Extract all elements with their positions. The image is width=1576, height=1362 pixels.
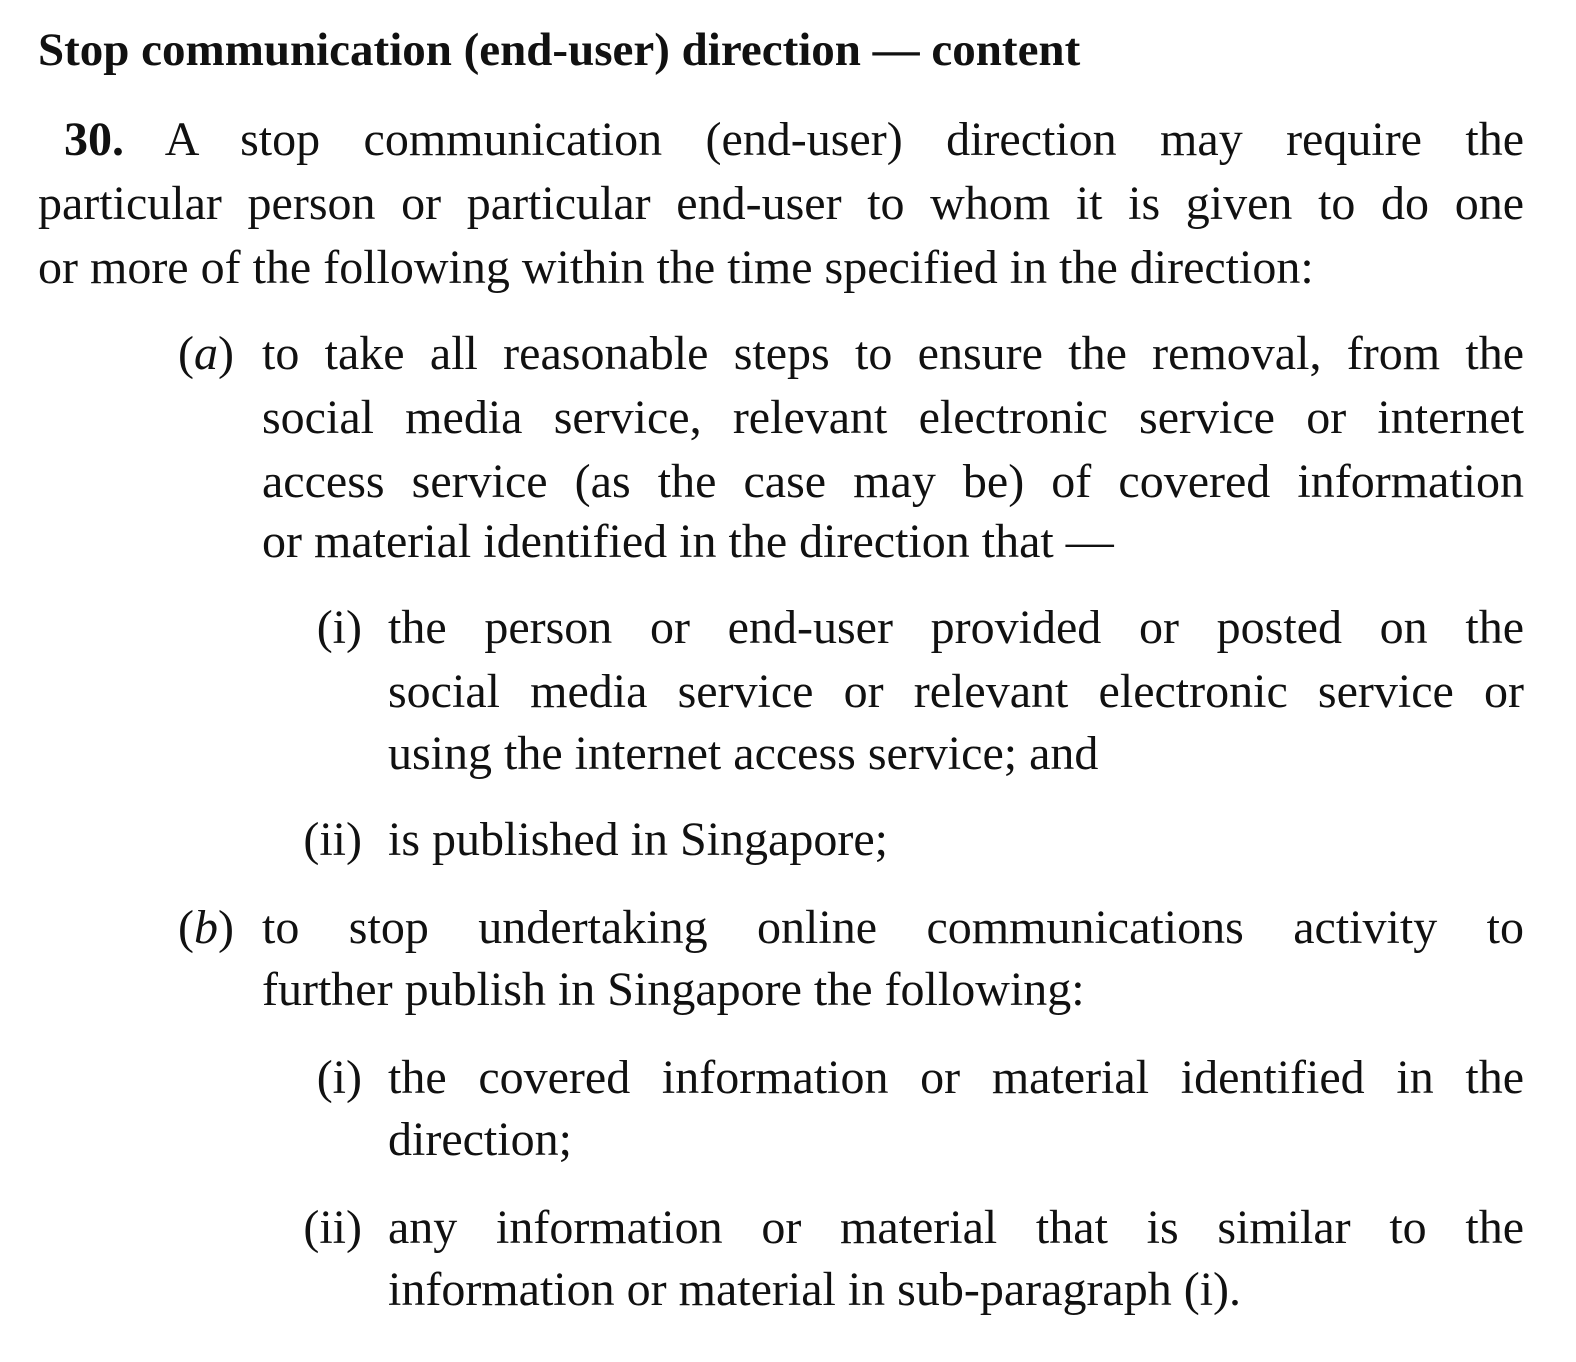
para-a-sub-ii-label: (ii) — [303, 813, 362, 866]
para-a-line-2: social media service, relevant electronic service or internet — [262, 391, 1524, 444]
para-b-sub-i-label: (i) — [316, 1051, 362, 1104]
para-a-line-4: or material identified in the direction that — — [262, 515, 1114, 568]
section-intro-line-2: particular person or particular end-user to whom it is given to do one — [38, 177, 1524, 230]
para-b-sub-i-line-1: the covered information or material identified in the — [388, 1051, 1524, 1104]
para-a-sub-i-line-1: the person or end-user provided or posted on the — [388, 601, 1524, 654]
para-b-sub-i-line-2: direction; — [388, 1113, 572, 1166]
para-a-sub-i-line-3: using the internet access service; and — [388, 727, 1099, 780]
para-a-label: (a) — [178, 327, 234, 380]
para-a-sub-ii-line-1: is published in Singapore; — [388, 813, 888, 866]
section-heading: Stop communication (end-user) direction — content — [38, 24, 1081, 76]
section-number: 30. — [64, 113, 124, 166]
section-intro-text-1: A stop communication (end-user) direction may require the — [164, 113, 1524, 166]
para-b-line-1: to stop undertaking online communications activity to — [262, 901, 1524, 954]
para-a-line-3: access service (as the case may be) of covered information — [262, 455, 1524, 508]
para-b-line-2: further publish in Singapore the following: — [262, 963, 1085, 1016]
para-b-sub-ii-line-1: any information or material that is similar to the — [388, 1201, 1524, 1254]
para-b-sub-ii-line-2: information or material in sub-paragraph (i). — [388, 1263, 1242, 1316]
para-a-line-1: to take all reasonable steps to ensure the removal, from the — [262, 327, 1524, 380]
para-a-sub-i-line-2: social media service or relevant electronic service or — [388, 665, 1524, 718]
para-b-label: (b) — [178, 901, 234, 954]
section-intro-line-1 — [38, 108, 1524, 172]
para-b-sub-ii-label: (ii) — [303, 1201, 362, 1254]
section-intro-line-3: or more of the following within the time specified in the direction: — [38, 241, 1314, 294]
para-a-sub-i-label: (i) — [316, 601, 362, 654]
